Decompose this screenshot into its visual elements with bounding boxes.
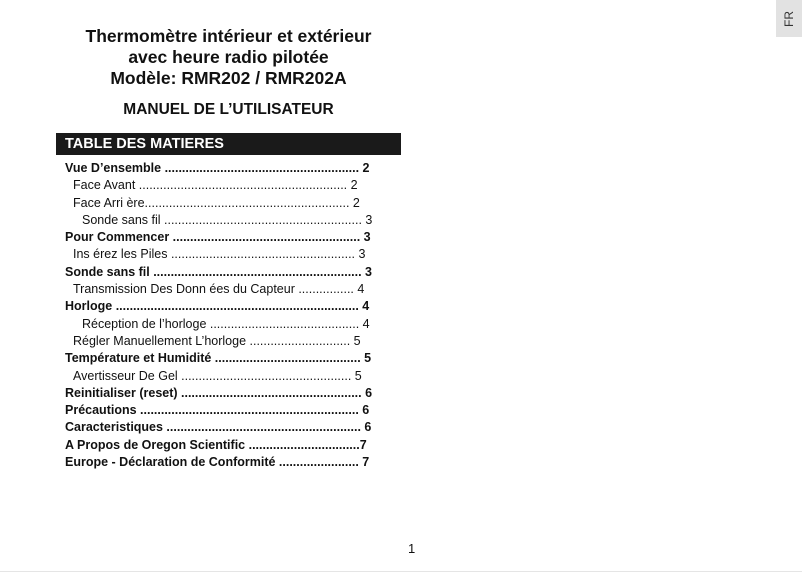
toc-entry[interactable]: Reinitialiser (reset) .................................................... 6 <box>65 385 373 400</box>
toc-header: TABLE DES MATIERES <box>56 133 401 155</box>
toc-entry[interactable]: Vue D’ensemble ........................................................ 2 <box>65 161 370 175</box>
toc-entry[interactable]: Pour Commencer ...................................................... 3 <box>65 230 371 245</box>
toc-entry[interactable]: Europe - Déclaration de Conformité ....................... 7 <box>65 455 370 470</box>
document-title <box>56 26 401 89</box>
language-tab-label: FR <box>782 10 796 27</box>
toc-entry[interactable]: Sonde sans fil ......................................................... 3 <box>82 212 373 227</box>
toc-entry[interactable]: Horloge ...................................................................... 4 <box>65 299 370 314</box>
toc-entry[interactable]: Précautions ............................................................... 6 <box>65 403 370 418</box>
toc-entry[interactable]: A Propos de Oregon Scientific ................................7 <box>65 437 367 452</box>
toc-entry[interactable]: Température et Humidité .......................................... 5 <box>65 351 372 366</box>
title-line-3: Modèle: RMR202 / RMR202A <box>110 68 347 88</box>
toc-entry[interactable]: Sonde sans fil ............................................................ 3 <box>65 264 373 279</box>
toc-entry[interactable]: Caracteristiques ........................................................ 6 <box>65 420 372 435</box>
title-line-1: Thermomètre intérieur et extérieur <box>85 26 372 46</box>
toc-entry[interactable]: Transmission Des Donn ées du Capteur ................ 4 <box>73 282 365 297</box>
toc-entry[interactable]: Face Avant ............................................................ 2 <box>73 178 358 193</box>
document-subtitle: MANUEL DE L’UTILISATEUR <box>123 101 334 118</box>
toc-entry[interactable]: Avertisseur De Gel ................................................. 5 <box>73 368 362 383</box>
table-of-contents <box>65 160 405 471</box>
toc-entry[interactable]: Face Arri ère........................................................... 2 <box>73 195 360 210</box>
toc-entry[interactable]: Ins érez les Piles ..................................................... 3 <box>73 247 366 262</box>
toc-entry[interactable]: Réception de l’horloge ........................................... 4 <box>82 316 370 331</box>
title-line-2: avec heure radio pilotée <box>128 47 329 67</box>
page-divider <box>0 571 802 572</box>
language-tab <box>776 0 802 37</box>
page-number: 1 <box>408 541 416 556</box>
toc-entry[interactable]: Régler Manuellement L’horloge ............................. 5 <box>73 333 361 348</box>
